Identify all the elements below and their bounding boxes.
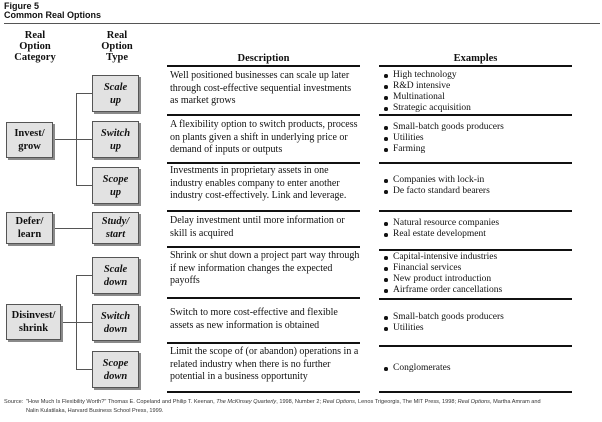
header-type <box>86 30 148 63</box>
category-label: grow <box>18 141 41 152</box>
examples-scope-up <box>382 175 582 197</box>
example-item: Companies with lock-in <box>382 175 582 186</box>
header-type-line: Option <box>101 41 133 52</box>
type-label: Switch <box>100 127 131 139</box>
header-category-line: Real <box>24 30 46 41</box>
source-text: , 1998, Number 2; <box>276 399 323 405</box>
examples-switch-down <box>382 312 582 334</box>
source-journal: The McKinsey Quarterly <box>216 399 277 405</box>
example-item: Capital-intensive industries <box>382 252 582 263</box>
description-scope-up: Investments in proprietary assets in one industry enables company to enter another industry cost-effectively. Link and leverage. <box>170 165 347 201</box>
type-label: Scale <box>103 263 128 275</box>
example-item: Natural resource companies <box>382 218 582 229</box>
example-item: Conglomerates <box>382 363 582 374</box>
header-category-line: Option <box>19 41 51 52</box>
examples-rule <box>379 114 572 116</box>
description-rule <box>167 114 360 116</box>
source-text: , Martha Amram and <box>489 399 541 405</box>
header-type-line: Real <box>106 30 128 41</box>
example-item: Small-batch goods producers <box>382 122 582 133</box>
description-rule <box>167 342 360 344</box>
type-box-scale-down <box>92 257 139 294</box>
category-box-defer-learn <box>6 212 53 244</box>
source-text-line2: Nalin Kulatilaka, Harvard Business School Press, 1999. <box>26 408 164 414</box>
source-book: Real Options <box>457 399 490 405</box>
type-label: start <box>105 229 126 240</box>
description-scale-up: Well positioned businesses can scale up later through cost-effective sequential investments as market grows <box>170 70 352 106</box>
type-box-scope-up <box>92 167 139 204</box>
description-rule <box>167 246 360 248</box>
source-note <box>4 398 598 416</box>
example-item: De facto standard bearers <box>382 186 582 197</box>
examples-switch-up <box>382 122 582 155</box>
category-label: shrink <box>18 323 49 334</box>
type-label: up <box>109 94 122 106</box>
connector-line <box>53 139 76 140</box>
category-label: learn <box>17 229 42 240</box>
examples-rule <box>379 345 572 347</box>
category-label: Defer/ <box>15 216 44 227</box>
description-rule <box>167 210 360 212</box>
connector-line <box>76 185 92 186</box>
examples-study-start <box>382 218 582 240</box>
type-box-scope-down <box>92 351 139 388</box>
type-label: Switch <box>100 310 131 322</box>
examples-rule <box>379 65 572 67</box>
examples-scope-down <box>382 363 582 374</box>
example-item: Airframe order cancellations <box>382 285 582 296</box>
connector-line <box>76 369 92 370</box>
source-label: Source: <box>4 399 24 405</box>
type-label: up <box>109 186 122 198</box>
example-item: High technology <box>382 70 582 81</box>
examples-rule <box>379 298 572 300</box>
example-item: Financial services <box>382 263 582 274</box>
examples-rule <box>379 162 572 164</box>
connector-line <box>76 275 92 276</box>
description-rule <box>167 297 360 299</box>
type-label: up <box>109 140 122 152</box>
header-description: Description <box>237 53 290 64</box>
type-label: Scale <box>103 81 128 93</box>
description-switch-down: Switch to more cost-effective and flexible assets as new information is obtained <box>170 307 338 331</box>
examples-scale-up <box>382 70 582 114</box>
type-label: Scope <box>102 173 129 185</box>
connector-line <box>53 228 92 229</box>
example-item: Multinational <box>382 92 582 103</box>
figure-label: Figure 5 <box>4 1 40 11</box>
example-item: Utilities <box>382 133 582 144</box>
source-book: Real Options <box>322 399 355 405</box>
type-label: down <box>103 370 128 382</box>
source-text: , Lenos Trigeorgis, The MIT Press, 1998; <box>354 399 458 405</box>
connector-line <box>76 93 92 94</box>
category-box-invest-grow <box>6 122 53 158</box>
header-examples: Examples <box>453 53 498 64</box>
description-study-start: Delay investment until more information or skill is acquired <box>170 215 345 239</box>
examples-scale-down <box>382 252 582 296</box>
connector-line <box>76 322 92 323</box>
examples-rule <box>379 391 572 393</box>
example-item: Real estate development <box>382 229 582 240</box>
category-label: Invest/ <box>14 128 45 139</box>
header-category-line: Category <box>14 52 56 63</box>
type-box-switch-up <box>92 121 139 158</box>
figure-title: Common Real Options <box>4 10 102 20</box>
examples-rule <box>379 210 572 212</box>
type-label: Scope <box>102 357 129 369</box>
description-switch-up: A flexibility option to switch products, process on plants given a shift in underlying price or demand of inputs or outputs <box>170 119 358 155</box>
example-item: Farming <box>382 144 582 155</box>
examples-rule <box>379 249 572 251</box>
type-label: Study/ <box>101 216 130 227</box>
example-item: New product introduction <box>382 274 582 285</box>
example-item: Strategic acquisition <box>382 103 582 114</box>
description-rule <box>167 162 360 164</box>
source-text: "How Much Is Flexibility Worth?" Thomas E. Copeland and Philip T. Keenan, <box>26 399 217 405</box>
description-scale-down: Shrink or shut down a project part way through if new information changes the expected payoffs <box>170 250 360 286</box>
description-scope-down: Limit the scope of (or abandon) operations in a related industry when there is no further potential in a business opportunity <box>170 346 359 382</box>
example-item: Utilities <box>382 323 582 334</box>
type-label: down <box>103 323 128 335</box>
description-rule <box>167 65 360 67</box>
example-item: Small-batch goods producers <box>382 312 582 323</box>
description-rule <box>167 391 360 393</box>
type-box-switch-down <box>92 304 139 341</box>
example-item: R&D intensive <box>382 81 582 92</box>
title-rule <box>4 23 600 24</box>
connector-line <box>76 139 92 140</box>
type-box-scale-up <box>92 75 139 112</box>
header-category <box>2 30 68 63</box>
type-label: down <box>103 276 128 288</box>
category-label: Disinvest/ <box>11 310 56 321</box>
header-type-line: Type <box>106 52 128 63</box>
type-box-study-start <box>92 212 139 244</box>
category-box-disinvest-shrink <box>6 304 61 340</box>
